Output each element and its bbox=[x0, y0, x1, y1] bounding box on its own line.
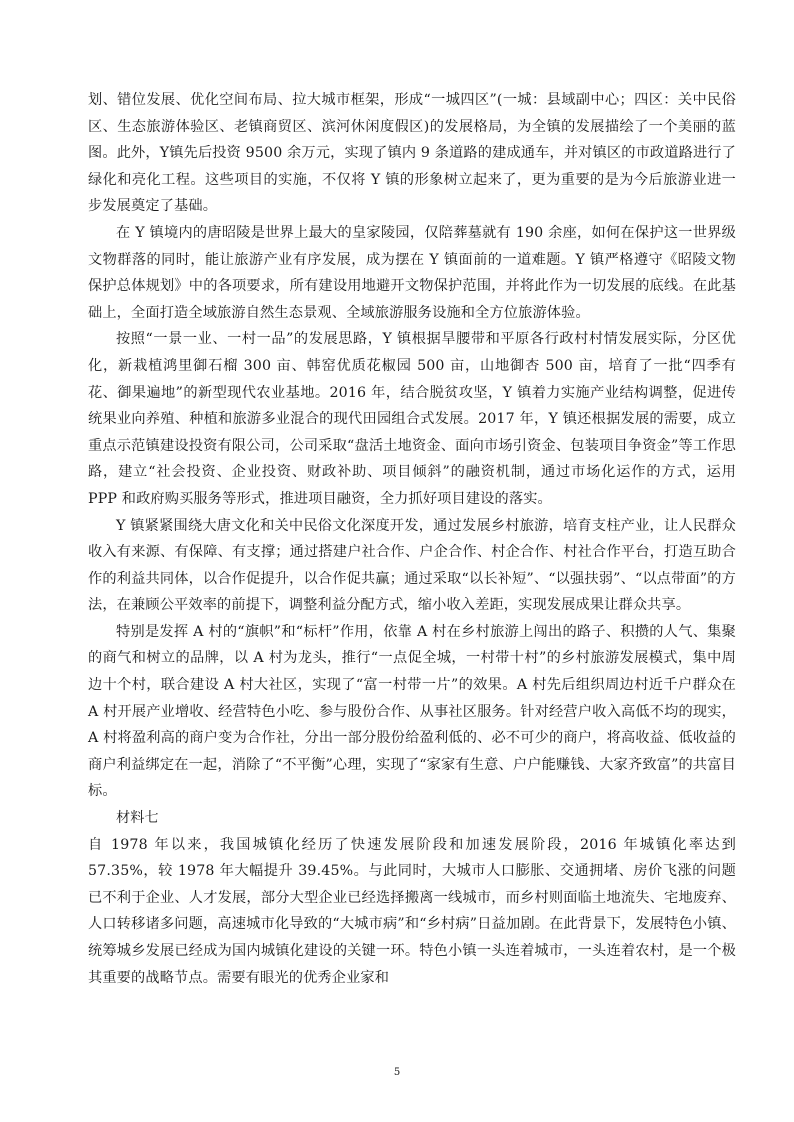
paragraph-3: 按照“一景一业、一村一品”的发展思路，Y 镇根据旱腰带和平原各行政村村情发展实际，分区优化，新栽植鸿里御石榴 300 亩、韩窑优质花椒园 500 亩，山地御杏 500 亩，培育了一批“四季有花、御果遍地”的新型现代农业基地。2016 年，结合脱贫攻坚，Y 镇着力实施产业结构调整，促进传统果业向养殖、种植和旅游多业混合的现代田园组合式发展。2017 年，Y 镇还根据发展的需要，成立重点示范镇建设投资有限公司，公司采取“盘活土地资金、面向市场引资金、包装项目争资金”等工作思路，建立“社会投资、企业投资、财政补助、项目倾斜”的融资机制，通过市场化运作的方式，运用 PPP 和政府购买服务等形式，推进项目融资，全力抓好项目建设的落实。 bbox=[88, 331, 736, 507]
page-number: 5 bbox=[393, 1067, 401, 1078]
paragraph-2: 在 Y 镇境内的唐昭陵是世界上最大的皇家陵园，仅陪葬墓就有 190 余座，如何在保护这一世界级文物群落的同时，能让旅游产业有序发展，成为摆在 Y 镇面前的一道难题。Y 镇严格遵守《昭陵文物保护总体规划》中的各项要求，所有建设用地避开文物保护范围，并将此作为一切发展的底线。在此基础上，全面打造全域旅游自然生态景观、全域旅游服务设施和全方位旅游体验。 bbox=[88, 224, 736, 321]
paragraph-5: 特别是发挥 A 村的“旗帜”和“标杆”作用，依靠 A 村在乡村旅游上闯出的路子、积攒的人气、集聚的商气和树立的品牌，以 A 村为龙头，推行“一点促全城，一村带十村”的乡村旅游发展模式，集中周边十个村，联合建设 A 村大社区，实现了“富一村带一片”的效果。A 村先后组织周边村近千户群众在 A 村开展产业增收、经营特色小吃、参与股份合作、从事社区服务。针对经营户收入高低不均的现实，A 村将盈利高的商户变为合作社，分出一部分股份给盈利低的、必不可少的商户，将高收益、低收益的商户利益绑定在一起，消除了“不平衡”心理，实现了“家家有生意、户户能赚钱、大家齐致富”的共富目标。 bbox=[88, 623, 736, 800]
paragraph-1: 划、错位发展、优化空间布局、拉大城市框架，形成“一城四区”(一城：县域副中心；四区：关中民俗区、生态旅游体验区、老镇商贸区、滨河休闲度假区)的发展格局，为全镇的发展描绘了一个美丽的蓝图。此外，Y镇先后投资 9500 余万元，实现了镇内 9 条道路的建成通车，并对镇区的市政道路进行了绿化和亮化工程。这些项目的实施，不仅将 Y 镇的形象树立起来了，更为重要的是为今后旅游业进一步发展奠定了基础。 bbox=[88, 92, 736, 215]
paragraph-4: Y 镇紧紧围绕大唐文化和关中民俗文化深度开发，通过发展乡村旅游，培育支柱产业，让人民群众收入有来源、有保障、有支撑；通过搭建户社合作、户企合作、村企合作、村社合作平台，打造互助合作的利益共同体，以合作促提升，以合作促共赢；通过采取“以长补短”、“以强扶弱”、“以点带面”的方法，在兼顾公平效率的前提下，调整利益分配方式，缩小收入差距，实现发展成果让群众共享。 bbox=[88, 517, 736, 614]
section-heading: 材料七 bbox=[116, 810, 159, 827]
paragraph-6: 自 1978 年以来，我国城镇化经历了快速发展阶段和加速发展阶段，2016 年城镇化率达到 57.35%，较 1978 年大幅提升 39.45%。与此同时，大城市人口膨胀、交通拥堵、房价飞涨的问题已不利于企业、人才发展，部分大型企业已经选择搬离一线城市，而乡村则面临土地流失、宅地废弃、人口转移诸多问题，高速城市化导致的“大城市病”和“乡村病”日益加剧。在此背景下，发展特色小镇、统筹城乡发展已经成为国内城镇化建设的关键一环。特色小镇一头连着城市，一头连着农村，是一个极其重要的战略节点。需要有眼光的优秀企业家和 bbox=[88, 836, 736, 986]
document-body bbox=[88, 87, 736, 991]
